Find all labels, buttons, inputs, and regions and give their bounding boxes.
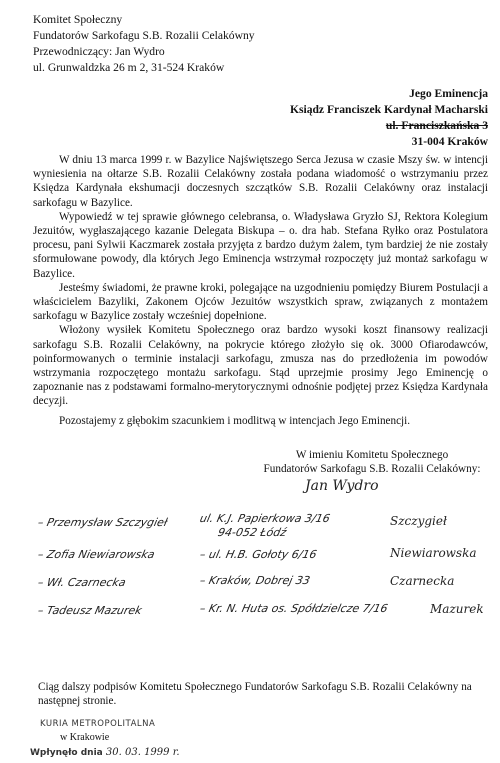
sender-address	[33, 12, 255, 76]
signatory-4-name: – Tadeusz Mazurek	[36, 604, 144, 617]
signatory-4-signature: Mazurek	[430, 602, 484, 616]
signatory-2-address: – ul. H.B. Gołoty 6/16	[198, 548, 318, 561]
signatory-2-name: – Zofia Niewiarowska	[36, 548, 156, 561]
stamp-line-2: w Krakowie	[60, 732, 110, 743]
chair-signature: Jan Wydro	[305, 478, 379, 494]
paragraph-3: Jesteśmy świadomi, że prawne kroki, polegające na uzgodnieniu pomiędzy Biurem Postulacji a właścicielem Bazyliki, Zakonem Ojców Jezuitów wszystkich spraw, związanych z montażem sarkofagu w Bazylice zostały wcześniej dopełnione.	[33, 281, 488, 323]
paragraph-1: W dniu 13 marca 1999 r. w Bazylice Najświętszego Serca Jezusa w czasie Mszy św. w intencji wyniesienia na ołtarze S.B. Rozalii Celakówny została podana wiadomość o wstrzymaniu przez Księdza Kardynała ekshumacji doczesnych szczątków S.B. Rozalii Celakówny oraz instalacji sarkofagu w Bazylice.	[33, 154, 488, 209]
stamp-line-1: KURIA METROPOLITALNA	[40, 719, 156, 729]
recipient-line-1: Jego Eminencja	[409, 87, 488, 100]
stamp-received-label: Wpłynęło dnia	[30, 748, 103, 758]
signatory-1-address-2: 94-052 Łódź	[216, 526, 288, 539]
signatory-1-name: – Przemysław Szczygieł	[36, 516, 169, 529]
signatory-4-address: – Kr. N. Huta os. Spółdzielcze 7/16	[198, 602, 389, 615]
sender-line-4: ul. Grunwaldzka 26 m 2, 31-524 Kraków	[33, 61, 225, 74]
recipient-line-4: 31-004 Kraków	[411, 135, 488, 148]
closing-sentence: Pozostajemy z głębokim szacunkiem i modlitwą w intencjach Jego Eminencji.	[59, 415, 411, 427]
signatory-3-name: – Wł. Czarnecka	[36, 576, 128, 589]
signature-block-line-2: Fundatorów Sarkofagu S.B. Rozalii Celakówny:	[263, 463, 481, 475]
signatory-3-address: – Kraków, Dobrej 33	[198, 574, 312, 587]
signatory-2-signature: Niewiarowska	[390, 546, 477, 560]
recipient-line-3-struck: ul. Franciszkańska 3	[385, 119, 488, 132]
letter-body	[33, 153, 488, 409]
recipient-address	[290, 86, 488, 150]
recipient-line-2: Ksiądz Franciszek Kardynał Macharski	[289, 103, 488, 116]
signature-block-line-1: W imieniu Komitetu Społecznego	[295, 449, 449, 461]
signature-block	[252, 448, 492, 476]
paragraph-2: Wypowiedź w tej sprawie głównego celebransa, o. Władysława Gryzło SJ, Rektora Kolegium Jezuitów, wygłaszającego kazanie Delegata Biskupa – o. dra hab. Stefana Ryłko oraz Postulatora procesu, pani Sylwii Kaczmarek została przyjęta z bardzo dużym żalem, tym bardziej że nie zostały sformułowane powody, dla których Jego Eminencja wstrzymał rozpoczęty już montaż sarkofagu w Bazylice.	[33, 210, 488, 280]
stamp-received	[30, 747, 180, 758]
signatory-1-address: ul. K.J. Papierkowa 3/16	[198, 512, 332, 525]
signatory-3-signature: Czarnecka	[390, 574, 455, 588]
continuation-note: Ciąg dalszy podpisów Komitetu Społecznego Fundatorów Sarkofagu S.B. Rozalii Celakówny na następnej stronie.	[38, 681, 472, 707]
sender-line-2: Fundatorów Sarkofagu S.B. Rozalii Celakówny	[33, 29, 255, 42]
paragraph-4: Włożony wysiłek Komitetu Społecznego oraz bardzo wysoki koszt finansowy realizacji sarkofagu S.B. Rozalii Celakówny, na pokrycie którego złożyło się ok. 3000 Ofiarodawców, poinformowanych o terminie instalacji sarkofagu, zmusza nas do przedłożenia im powodów wstrzymania rozpoczętego montażu sarkofagu. Stąd uprzejmie prosimy Jego Eminencję o zapoznanie nas z podstawami formalno-merytorycznymi odnośnie podjętej przez Księdza Kardynała decyzji.	[33, 324, 488, 408]
signatory-1-signature: Szczygieł	[390, 514, 447, 528]
sender-line-1: Komitet Społeczny	[33, 13, 123, 26]
sender-line-3: Przewodniczący: Jan Wydro	[33, 45, 165, 58]
stamp-received-date: 30. 03. 1999 r.	[105, 747, 180, 758]
